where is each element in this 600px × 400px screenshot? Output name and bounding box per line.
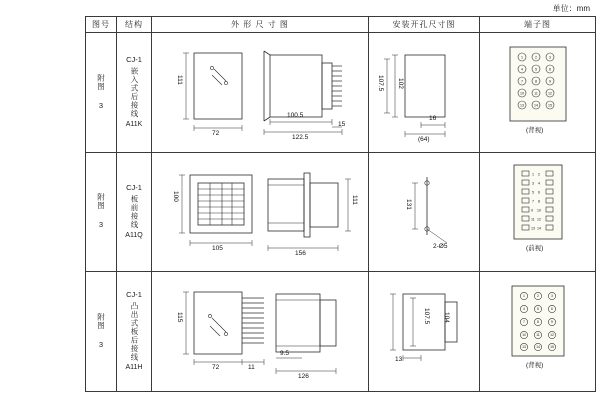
row1-terminal-drawing [480,32,596,152]
row1-cutout-drawing [369,32,480,152]
row3-structure-code: CJ-1 [126,289,142,299]
svg-text:11: 11 [536,333,540,338]
row1-cut-102: 102 [397,77,404,89]
row2-cutout-drawing [369,152,480,272]
svg-text:6: 6 [538,190,540,195]
svg-text:7: 7 [521,79,523,84]
svg-text:10: 10 [522,333,526,338]
row3-terminal-view-label: (背视) [526,362,544,370]
table-row [86,152,596,272]
svg-text:13: 13 [522,345,526,350]
header-fig-no: 图号 [86,17,117,33]
svg-text:11: 11 [531,217,535,222]
row1-dim-15: 15 [338,120,346,128]
row1-fig-no-text: 附图 3 [96,73,106,111]
header-structure: 结构 [117,17,152,33]
row3-structure [117,272,152,392]
row1-structure-text: 嵌入式后接线 [130,66,139,118]
row3-cut-13: 13 [395,356,403,364]
svg-text:9: 9 [549,79,551,84]
row1-dim-111: 111 [176,74,183,85]
svg-text:5: 5 [535,67,537,72]
svg-text:1: 1 [521,55,523,60]
row1-dim-100-5: 100.5 [287,111,304,119]
row1-dim-122-5: 122.5 [292,133,309,141]
svg-text:8: 8 [537,320,539,325]
row1-structure-code2: A11K [125,120,143,128]
svg-text:6: 6 [549,67,551,72]
svg-text:9: 9 [531,208,533,213]
row3-fig-no-text: 附图 3 [96,313,106,351]
row3-structure-text: 凸出式板后接线 [130,301,139,362]
row2-outline-drawing [152,152,369,272]
table-row [86,32,596,152]
row2-terminal-drawing [480,152,596,272]
row3-fig-no [86,272,117,392]
svg-text:12: 12 [550,333,554,338]
row2-structure-code2: A11Q [125,231,143,239]
row2-cut-131: 131 [405,198,412,210]
svg-text:12: 12 [548,91,552,96]
svg-text:3: 3 [551,294,553,299]
row1-terminal-view-label: (背视) [526,126,544,134]
svg-text:2: 2 [538,172,540,177]
svg-text:14: 14 [536,345,540,350]
svg-text:4: 4 [523,307,525,312]
row2-dim-156: 156 [295,249,306,257]
svg-text:8: 8 [538,199,540,204]
dimension-table [85,16,596,392]
svg-text:2: 2 [537,294,539,299]
row2-dim-105: 105 [212,244,223,252]
svg-text:15: 15 [550,345,554,350]
row1-cut-107-5: 107.5 [377,74,384,92]
row2-structure-text: 板前接线 [130,194,139,229]
svg-text:14: 14 [534,103,538,108]
table-row [86,272,596,392]
svg-text:7: 7 [532,199,534,204]
svg-text:4: 4 [521,67,523,72]
row1-structure-code: CJ-1 [126,54,142,64]
row1-structure [117,32,152,152]
row3-dim-115: 115 [176,312,183,323]
header-terminal: 端子图 [480,17,596,33]
row2-dim-111: 111 [351,194,358,205]
row3-outline-drawing [152,272,369,392]
svg-text:9: 9 [551,320,553,325]
row3-dim-11: 11 [248,364,255,372]
header-outline: 外 形 尺 寸 图 [152,17,369,33]
row2-fig-no-text: 附图 3 [96,193,106,231]
row1-outline-drawing [152,32,369,152]
row2-structure-code: CJ-1 [126,182,142,192]
row3-cut-104: 104 [443,312,450,324]
row3-dim-126: 126 [298,373,309,381]
row3-structure-code2: A11H [125,364,143,372]
svg-text:1: 1 [523,294,525,299]
svg-text:12: 12 [537,217,541,222]
row2-fig-no [86,152,117,272]
svg-text:2: 2 [535,55,537,60]
row3-dim-72: 72 [212,364,220,372]
row1-fig-no [86,32,117,152]
svg-text:10: 10 [520,91,524,96]
svg-text:5: 5 [537,307,539,312]
row3-dim-9-5: 9.5 [280,350,290,358]
row2-dim-100: 100 [172,190,179,202]
svg-text:15: 15 [548,103,552,108]
svg-text:4: 4 [538,181,540,186]
unit-note: 单位：mm [552,4,590,13]
row3-cut-107-5: 107.5 [423,308,430,325]
svg-text:3: 3 [549,55,551,60]
svg-text:1: 1 [532,172,534,177]
svg-text:8: 8 [535,79,537,84]
svg-text:11: 11 [534,91,538,96]
svg-text:7: 7 [523,320,525,325]
row1-cut-64: (64) [418,135,430,143]
svg-text:13: 13 [531,226,535,231]
row1-cut-16: 16 [429,114,437,122]
table-header-row [86,17,596,33]
row3-cutout-drawing [369,272,480,392]
header-panel-cutout: 安装开孔尺寸图 [369,17,480,33]
svg-text:14: 14 [537,226,541,231]
row2-structure [117,152,152,272]
svg-text:6: 6 [551,307,553,312]
row3-terminal-drawing [480,272,596,392]
svg-text:3: 3 [532,181,534,186]
svg-text:5: 5 [532,190,534,195]
svg-text:10: 10 [537,208,541,213]
row2-cut-2-holes: 2-Ø5 [433,242,448,250]
row2-terminal-view-label: (前视) [526,244,544,252]
svg-text:13: 13 [520,103,524,108]
row1-dim-72: 72 [212,129,220,137]
